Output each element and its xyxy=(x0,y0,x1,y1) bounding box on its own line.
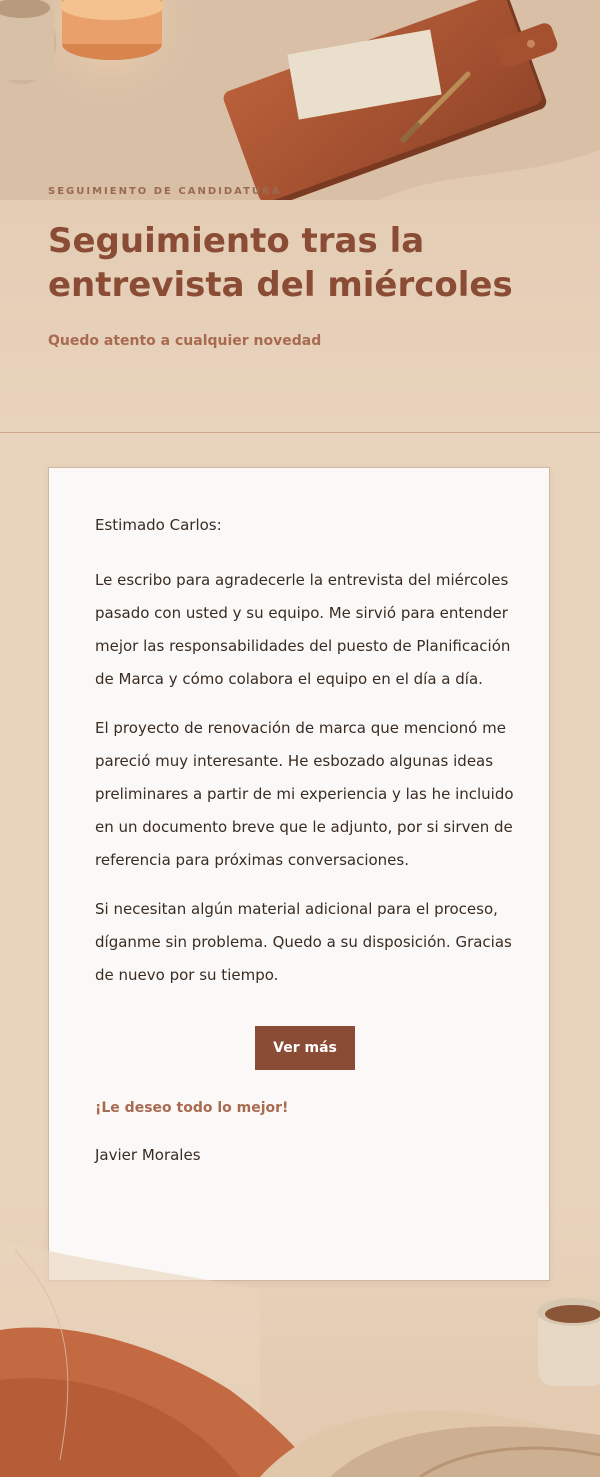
desk-notebook-pen-illustration xyxy=(0,0,600,200)
letter-greeting: Estimado Carlos: xyxy=(95,516,222,534)
ver-mas-button[interactable]: Ver más xyxy=(255,1026,355,1070)
subtitle: Quedo atento a cualquier novedad xyxy=(48,333,322,349)
button-container xyxy=(95,1026,515,1070)
header-divider xyxy=(0,432,600,433)
coffee-cup-cloth-illustration xyxy=(0,1200,600,1477)
letter-signature: Javier Morales xyxy=(95,1146,201,1164)
letter-closing: ¡Le deseo todo lo mejor! xyxy=(95,1100,289,1116)
eyebrow-label: SEGUIMIENTO DE CANDIDATURA xyxy=(48,186,282,197)
page-title: Seguimiento tras la entrevista del miércoles xyxy=(48,221,513,305)
letter-paragraph: El proyecto de renovación de marca que mencionó me pareció muy interesante. He esbozado algunas ideas preliminares a partir de mi experiencia y las he incluido en un documento breve que le adjunto, por si sirven de referencia para próximas conversaciones. xyxy=(95,719,514,869)
letter-card xyxy=(48,467,550,1281)
letter-body xyxy=(95,514,515,1164)
email-header xyxy=(48,186,568,349)
letter-paragraph: Le escribo para agradecerle la entrevista del miércoles pasado con usted y su equipo. Me sirvió para entender mejor las responsabilidades del puesto de Planificación de Marca y cómo colabora el equipo en el día a día. xyxy=(95,571,511,688)
letter-paragraph: Si necesitan algún material adicional para el proceso, díganme sin problema. Quedo a su disposición. Gracias de nuevo por su tiempo. xyxy=(95,900,512,984)
